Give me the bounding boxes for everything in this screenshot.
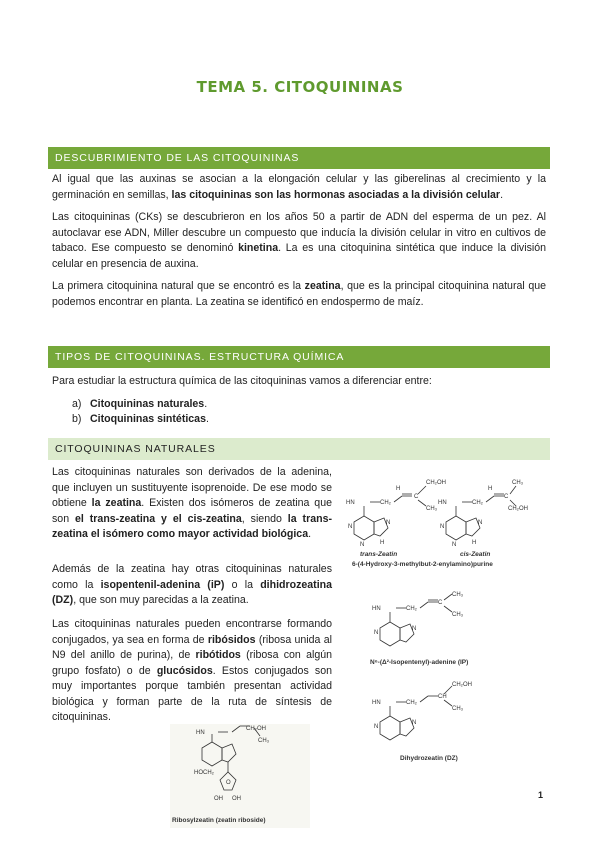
atom-label: CH₂OH [508,506,528,512]
paragraph-types-intro: Para estudiar la estructura química de las citoquininas vamos a diferenciar entre: [52,375,432,387]
atom-label: N [360,542,365,548]
text: . Estos conjugados son muy importantes porque también presentan actividad biológica y forman parte de la ruta de síntesis de citoquininas. [52,664,332,723]
atom-label: CH₂ [406,606,417,612]
atom-label: N [478,520,483,526]
text: Además de la zeatina hay otras citoquininas naturales como la [52,563,332,591]
atom-label: HN [438,500,447,506]
atom-label: CH₃ [258,738,270,744]
zeatin-isomers-figure [336,462,536,572]
paragraph-zeatin [52,279,546,310]
atom-label: OH [232,796,241,802]
text: La primera citoquinina natural que se encontró es la [52,280,305,292]
bold-text: zeatina [304,280,341,292]
atom-label: CH₃ [452,706,464,712]
ribosylzeatin-caption: Ribosylzeatin (zeatin riboside) [172,817,266,824]
ip-caption: N⁶-(Δ²-Isopentenyl)-adenine (IP) [370,659,469,666]
bold-text: las citoquininas son las hormonas asociadas a la división celular [171,188,501,201]
atom-label: H [396,486,401,492]
page-number: 1 [538,790,544,800]
text: . [308,528,312,540]
text: Las citoquininas naturales son derivados de la adenina, que incluyen un sustituyente isoprenoide. De ese modo se obtiene [52,466,332,509]
atom-label: CH₂OH [426,480,446,486]
atom-label: O [226,780,231,786]
dz-figure [360,676,510,768]
text: Al igual que las auxinas se asocian a la elongación celular y las giberelinas al crecimiento y la germinación en semillas, [52,173,546,201]
subsection-heading-naturales: CITOQUININAS NATURALES [48,438,550,460]
paragraph-discovery [52,210,546,272]
bold-text: ribótidos [195,649,241,661]
atom-label: CH₂ [406,700,417,706]
list-item [72,412,209,427]
section-heading-tipos: TIPOS DE CITOQUININAS. ESTRUCTURA QUÍMICA [48,346,550,368]
text: (ribosa con algún grupo fosfato) o de [52,649,333,677]
types-list [72,397,209,427]
atom-label: HOCH₂ [194,770,214,776]
atom-label: HN [372,606,381,612]
atom-label: H [472,540,477,546]
zeatin-caption: 6-(4-Hydroxy-3-methylbut-2-enylamino)purine [352,561,493,568]
atom-label: CH₃ [426,506,438,512]
text: . [205,413,209,425]
atom-label: HN [196,730,205,736]
atom-label: H [488,486,493,492]
text: . La es una citoquinina sintética que induce la división celular en presencia de auxina. [52,242,547,270]
paragraph-conjugates [52,617,332,726]
atom-label: HN [346,500,355,506]
list-item [72,397,209,412]
paragraph-natural-cks [52,465,332,543]
dz-caption: Dihydrozeatin (DZ) [400,755,458,762]
ip-figure [360,588,510,670]
bold-text: glucósidos [156,664,213,677]
atom-label: CH₂ [380,500,391,506]
atom-label: N [440,524,445,530]
text: . [500,188,504,201]
text: , que son muy parecidas a la zeatina. [73,594,249,606]
atom-label: CH [438,694,447,700]
trans-zeatin-label: trans-Zeatin [360,551,398,558]
cis-zeatin-label: cis-Zeatin [460,551,491,558]
bold-text: isopentenil-adenina (iP) [100,578,225,591]
text: . Existen dos isómeros de zeatina que son [52,497,332,525]
figure-background [170,724,310,828]
bold-text: dihidrozeatina (DZ) [52,578,332,606]
text: , que es la principal citoquinina natural que podemos encontrar en planta. La zeatina se identificó en endospermo de maíz. [52,280,546,308]
atom-label: C [414,494,419,500]
atom-label: C [504,494,509,500]
atom-label: N [386,520,391,526]
bold-text: kinetina [238,242,279,254]
page-title: TEMA 5. CITOQUININAS [196,78,404,96]
atom-label: N [412,626,417,632]
atom-label: HN [372,700,381,706]
text: . [204,398,208,410]
atom-label: CH₂ [472,500,483,506]
ribosylzeatin-figure [170,724,310,828]
atom-label: C [438,600,443,606]
atom-label: CH₃ [452,592,464,598]
atom-label: H [380,540,385,546]
list-marker: b) [72,413,82,425]
bold-text: la zeatina [91,497,142,509]
text: (ribosa unida al N9 del anillo de purina), de [52,633,332,661]
atom-label: N [374,724,379,730]
text: Las citoquininas naturales pueden encontrarse formando conjugados, ya sea en forma de [52,618,332,646]
paragraph-ip-dz [52,562,332,609]
bold-text: el trans-zeatina y el cis-zeatina [75,512,242,525]
atom-label: CH₃ [512,480,524,486]
text: o la [224,578,261,591]
section-heading-descubrimiento: DESCUBRIMIENTO DE LAS CITOQUININAS [48,147,550,169]
paragraph-intro [52,172,546,203]
atom-label: N [452,542,457,548]
atom-label: N [412,720,417,726]
atom-label: N [374,630,379,636]
atom-label: CH₃ [452,612,464,618]
bold-text: ribósidos [207,633,256,646]
atom-label: CH₂OH [246,726,266,732]
list-marker: a) [72,398,82,410]
atom-label: N [348,524,353,530]
bold-text: la trans-zeatina el isómero como mayor actividad biológica [52,512,332,540]
atom-label: OH [214,796,223,802]
list-item-text: Citoquininas naturales [90,398,205,410]
text: , siendo [241,512,288,525]
text: Las citoquininas (CKs) se descubrieron en los años 50 a partir de ADN del esperma de un pez. Al autoclavar ese ADN, Miller descubre un compuesto que inducía la división celular in vitro en cultivos de tabaco. Ese compuesto se denominó [52,211,546,254]
list-item-text: Citoquininas sintéticas [90,413,206,425]
atom-label: CH₂OH [452,682,472,688]
